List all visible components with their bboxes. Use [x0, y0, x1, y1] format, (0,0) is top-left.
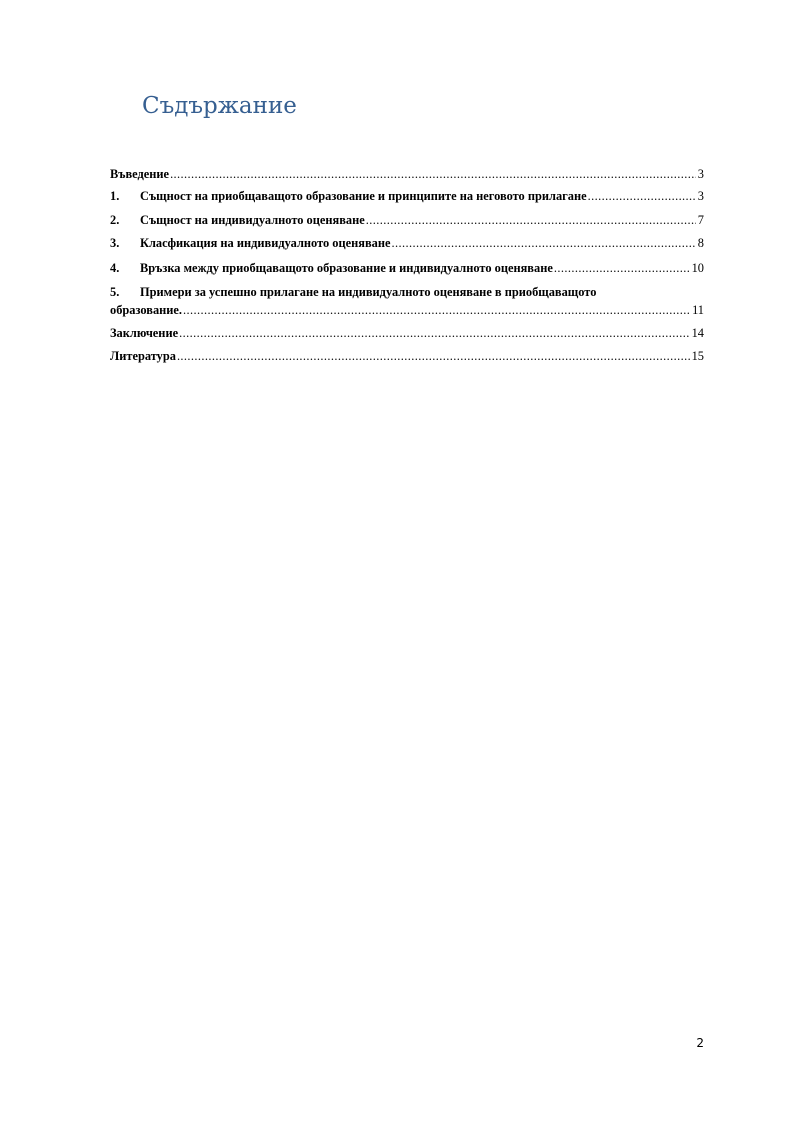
toc-entry-label: Литература — [110, 349, 176, 363]
toc-entry-number: 1. — [110, 189, 120, 203]
toc-entry-page: 15 — [691, 349, 704, 363]
dot-leader — [183, 301, 690, 319]
toc-entry-introduction[interactable] — [110, 165, 704, 183]
dot-leader — [170, 165, 696, 183]
toc-entry-page: 8 — [697, 236, 704, 250]
toc-entry-label: Класфикация на индивидуалното оценяване — [140, 236, 391, 250]
toc-entry-page: 3 — [697, 189, 704, 203]
toc-entry-label-line1: Примери за успешно прилагане на индивидуалното оценяване в приобщаващото — [140, 285, 597, 299]
page-number: 2 — [696, 1036, 704, 1050]
dot-leader — [588, 187, 696, 205]
toc-entry-2[interactable] — [110, 211, 704, 229]
toc-entry-number: 5. — [110, 285, 120, 299]
toc-entry-label: Същност на приобщаващото образование и принципите на неговото прилагане — [140, 189, 587, 203]
toc-entry-label: Връзка между приобщаващото образование и индивидуалното оценяване — [140, 261, 553, 275]
toc-entry-conclusion[interactable] — [110, 324, 704, 342]
dot-leader — [177, 347, 690, 365]
dot-leader — [554, 259, 690, 277]
toc-entry-label: Същност на индивидуалното оценяване — [140, 213, 365, 227]
toc-entry-4[interactable] — [110, 259, 704, 277]
toc-entry-number: 2. — [110, 213, 120, 227]
dot-leader — [392, 234, 696, 252]
dot-leader — [179, 324, 690, 342]
toc-entry-number: 4. — [110, 261, 120, 275]
toc-entry-number: 3. — [110, 236, 120, 250]
toc-entry-page: 14 — [691, 326, 704, 340]
toc-entry-label: Заключение — [110, 326, 179, 340]
toc-entry-3[interactable] — [110, 234, 704, 252]
toc-entry-1[interactable] — [110, 187, 704, 205]
toc-entry-literature[interactable] — [110, 347, 704, 365]
dot-leader — [366, 211, 696, 229]
toc-heading: Съдържание — [142, 93, 297, 119]
toc-entry-label: Въведение — [110, 167, 170, 181]
toc-entry-page: 7 — [697, 213, 704, 227]
toc-entry-5[interactable] — [110, 283, 704, 319]
toc-entry-page: 10 — [691, 261, 704, 275]
toc-entry-page: 3 — [697, 167, 704, 181]
toc-entry-label-line2: образование. — [110, 303, 183, 317]
toc-entry-page: 11 — [692, 303, 704, 317]
